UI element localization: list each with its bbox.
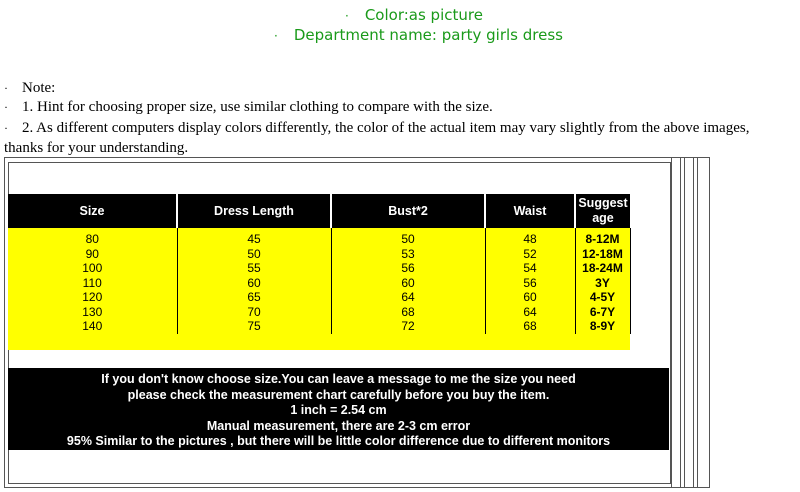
- bullet-icon: ·: [345, 9, 349, 23]
- table-cell: 54: [485, 261, 575, 276]
- note-hint-2: [4, 120, 749, 137]
- frame-border-line: [680, 157, 681, 488]
- table-cell: 130: [8, 305, 177, 320]
- table-cell-empty: [331, 334, 485, 350]
- table-cell: 55: [177, 261, 331, 276]
- table-cell: 52: [485, 247, 575, 262]
- info-box: [8, 368, 669, 450]
- column-header-dress-length: Dress Length: [177, 194, 331, 228]
- table-cell: 64: [331, 290, 485, 305]
- table-cell: 68: [485, 319, 575, 334]
- note-hint-2-continued-text: thanks for your understanding.: [4, 140, 189, 156]
- table-cell: 90: [8, 247, 177, 262]
- frame-border-line: [697, 157, 698, 488]
- table-row: [8, 276, 630, 291]
- column-header-waist: Waist: [485, 194, 575, 228]
- frame-border-line: [693, 157, 694, 488]
- table-cell: 110: [8, 276, 177, 291]
- bullet-icon: ·: [4, 121, 8, 135]
- note-title: [4, 80, 55, 97]
- bullet-icon: ·: [274, 29, 278, 43]
- bullet-icon: ·: [4, 100, 8, 114]
- table-header-row: [8, 194, 630, 228]
- table-cell: 8-9Y: [575, 319, 630, 334]
- size-chart-table: [8, 194, 631, 350]
- table-row: [8, 290, 630, 305]
- table-cell: 4-5Y: [575, 290, 630, 305]
- department-text: Department name: party girls dress: [293, 26, 563, 44]
- table-cell: 6-7Y: [575, 305, 630, 320]
- bullet-icon: ·: [4, 81, 8, 95]
- table-cell: 70: [177, 305, 331, 320]
- info-line-1: If you don't know choose size.You can leave a message to me the size you need: [101, 372, 576, 386]
- table-cell: 53: [331, 247, 485, 262]
- table-cell: 48: [485, 232, 575, 247]
- table-spacer-row: [8, 334, 630, 350]
- column-header-suggest-age-line2: age: [592, 211, 614, 225]
- color-line: [345, 6, 483, 24]
- note-hint-2-continued: [4, 140, 188, 157]
- table-cell: 100: [8, 261, 177, 276]
- table-cell: 60: [485, 290, 575, 305]
- table-cell: 8-12M: [575, 232, 630, 247]
- column-header-suggest-age: [575, 194, 630, 228]
- frame-border-line: [684, 157, 685, 488]
- info-line-4: Manual measurement, there are 2-3 cm error: [206, 418, 471, 433]
- table-cell: 50: [177, 247, 331, 262]
- frame-border-line: [671, 157, 672, 488]
- table-cell: 45: [177, 232, 331, 247]
- note-hint-1-text: 1. Hint for choosing proper size, use similar clothing to compare with the size.: [22, 99, 493, 115]
- color-text: Color:as picture: [364, 6, 483, 24]
- column-header-bust: Bust*2: [331, 194, 485, 228]
- table-row: [8, 261, 630, 276]
- table-cell: 68: [331, 305, 485, 320]
- table-cell-empty: [177, 334, 331, 350]
- table-cell: 72: [331, 319, 485, 334]
- table-cell: 60: [331, 276, 485, 291]
- table-cell: 56: [331, 261, 485, 276]
- table-cell: 56: [485, 276, 575, 291]
- table-row: [8, 319, 630, 334]
- column-header-size: Size: [8, 194, 177, 228]
- table-cell: 80: [8, 232, 177, 247]
- table-cell: 60: [177, 276, 331, 291]
- table-cell: 50: [331, 232, 485, 247]
- column-header-suggest-age-line1: Suggest: [578, 196, 628, 210]
- table-cell: 75: [177, 319, 331, 334]
- info-line-2: please check the measurement chart carefully before you buy the item.: [127, 387, 550, 402]
- table-cell: 140: [8, 319, 177, 334]
- table-cell-empty: [8, 334, 177, 350]
- table-row: [8, 232, 630, 247]
- note-hint-1: [4, 99, 493, 116]
- table-row: [8, 247, 630, 262]
- note-hint-2-text: 2. As different computers display colors differently, the color of the actual item may vary slightly from the above images,: [22, 120, 750, 136]
- table-cell: 120: [8, 290, 177, 305]
- note-title-text: Note:: [22, 80, 56, 96]
- table-cell-empty: [485, 334, 575, 350]
- department-line: [274, 26, 563, 44]
- table-cell: 64: [485, 305, 575, 320]
- table-cell: 12-18M: [575, 247, 630, 262]
- table-cell: 65: [177, 290, 331, 305]
- info-line-5: 95% Similar to the pictures , but there will be little color difference due to different monitors: [66, 434, 611, 448]
- table-cell: 18-24M: [575, 261, 630, 276]
- info-line-3: 1 inch = 2.54 cm: [290, 403, 387, 417]
- table-cell-empty: [575, 334, 630, 350]
- table-cell: 3Y: [575, 276, 630, 291]
- table-row: [8, 305, 630, 320]
